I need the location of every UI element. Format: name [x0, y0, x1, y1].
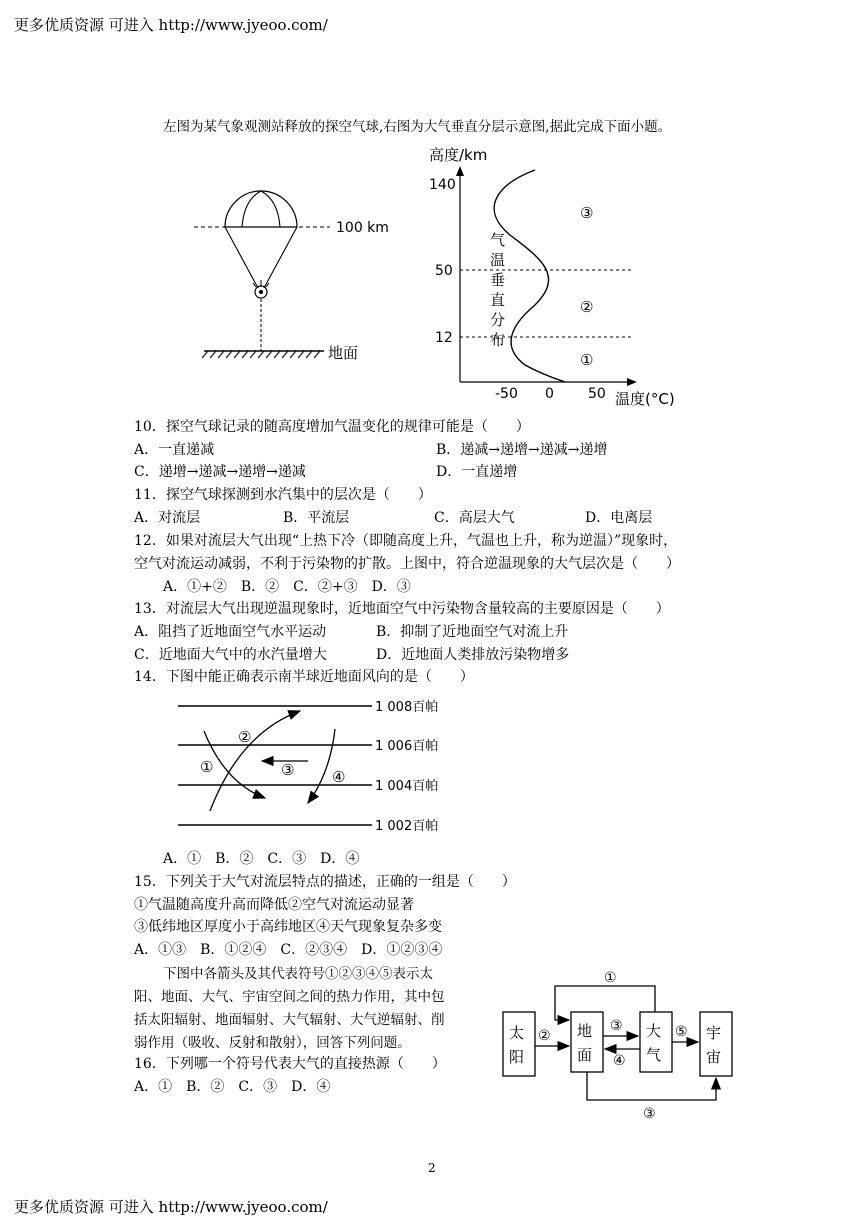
layer-2-label: ② [580, 298, 594, 316]
q10-option-a: A．一直递减 [134, 442, 215, 458]
page-header: 更多优质资源 可进入 http://www.jyeoo.com/ [14, 16, 328, 34]
isobar-1008: 1 008百帕 [375, 700, 439, 715]
q10-option-c: C．递增→递减→递增→递减 [134, 464, 306, 480]
q15-options: A．①③ B．①②④ C．②③④ D．①②③④ [134, 942, 443, 958]
space-char-1: 宇 [706, 1024, 722, 1042]
arrow-3b-label: ③ [643, 1106, 656, 1122]
intro2-line1: 下图中各箭头及其代表符号①②③④⑤表示太 [163, 966, 433, 982]
sun-char-2: 阳 [509, 1048, 525, 1066]
q13-option-a: A．阻挡了近地面空气水平运动 [134, 624, 327, 640]
x-tick-neg50: -50 [495, 386, 518, 402]
curve-label-1: 气 [490, 231, 506, 249]
temperature-profile-figure [425, 140, 695, 412]
q13-stem: 13．对流层大气出现逆温现象时，近地面空气中污染物含量较高的主要原因是（ ） [134, 601, 670, 617]
arrow-1-label: ① [604, 970, 617, 986]
layer-3-label: ③ [580, 204, 594, 222]
q13-option-b: B．抑制了近地面空气对流上升 [376, 624, 569, 640]
space-char-2: 宙 [706, 1048, 722, 1066]
curve-label-4: 直 [490, 291, 506, 309]
intro2-line2: 阳、地面、大气、宇宙空间之间的热力作用，其中包 [134, 989, 445, 1005]
x-axis-label: 温度(°C) [615, 390, 675, 408]
q14-options: A．① B．② C．③ D．④ [163, 851, 360, 867]
arrow-label-2: ② [238, 728, 252, 746]
arrow-4-label: ④ [613, 1053, 626, 1069]
q15-stem: 15．下列关于大气对流层特点的描述，正确的一组是（ ） [134, 874, 516, 890]
atmos-char-2: 气 [646, 1046, 662, 1064]
q11-option-d: D．电离层 [585, 510, 653, 526]
q14-stem: 14．下图中能正确表示南半球近地面风向的是（ ） [134, 669, 474, 685]
intro-text: 左图为某气象观测站释放的探空气球,右图为大气垂直分层示意图,据此完成下面小题。 [163, 119, 672, 135]
heat-flow-figure [495, 962, 765, 1122]
ground-label: 地面 [328, 344, 359, 362]
arrow-3-label: ③ [610, 1018, 623, 1034]
layer-1-label: ① [580, 351, 594, 369]
q13-option-d: D．近地面人类排放污染物增多 [376, 647, 570, 663]
y-tick-50: 50 [435, 263, 453, 279]
x-tick-50: 50 [588, 386, 606, 402]
q15-line2: ③低纬地区厚度小于高纬地区④天气现象复杂多变 [134, 919, 442, 935]
atmos-char-1: 大 [646, 1022, 662, 1040]
q13-option-c: C．近地面大气中的水汽量增大 [134, 647, 327, 663]
page-footer: 更多优质资源 可进入 http://www.jyeoo.com/ [14, 1198, 328, 1216]
q12-stem-line1: 12．如果对流层大气出现“上热下冷（即随高度上升，气温也上升，称为逆温）”现象时， [134, 533, 678, 549]
q11-option-a: A．对流层 [134, 510, 201, 526]
y-axis-label: 高度/km [429, 146, 488, 164]
space-box [700, 1012, 732, 1076]
q11-option-b: B．平流层 [283, 510, 350, 526]
sun-char-1: 太 [509, 1024, 525, 1042]
x-tick-0: 0 [545, 386, 554, 402]
curve-label-6: 布 [490, 331, 506, 349]
arrow-2-label: ② [538, 1028, 551, 1044]
curve-label-3: 垂 [490, 271, 506, 289]
curve-label-5: 分 [490, 311, 506, 329]
sun-box [503, 1012, 535, 1076]
q16-options: A．① B．② C．③ D．④ [134, 1079, 331, 1095]
intro2-line4: 弱作用（吸收、反射和散射），回答下列问题。 [134, 1035, 411, 1051]
arrow-label-4: ④ [332, 768, 346, 786]
q10-option-d: D．一直递增 [436, 464, 518, 480]
isobar-figure [170, 693, 470, 838]
ground-char-1: 地 [577, 1022, 593, 1040]
curve-label-2: 温 [490, 251, 506, 269]
q10-option-b: B．递减→递增→递减→递增 [436, 442, 608, 458]
isobar-1004: 1 004百帕 [375, 779, 439, 794]
q15-line1: ①气温随高度升高而降低②空气对流运动显著 [134, 897, 414, 913]
q11-stem: 11．探空气球探测到水汽集中的层次是（ ） [134, 487, 432, 503]
isobar-1006: 1 006百帕 [375, 739, 439, 754]
intro2-line3: 括太阳辐射、地面辐射、大气辐射、大气逆辐射、削 [134, 1012, 445, 1028]
isobar-1002: 1 002百帕 [375, 819, 439, 834]
q12-options: A．①+② B．② C．②+③ D．③ [163, 579, 411, 595]
q16-stem: 16．下列哪一个符号代表大气的直接热源（ ） [134, 1056, 446, 1072]
q10-stem: 10．探空气球记录的随高度增加气温变化的规律可能是（ ） [134, 419, 530, 435]
page-number: 2 [428, 1161, 436, 1175]
balloon-figure [190, 180, 410, 370]
arrow-5-label: ⑤ [675, 1024, 688, 1040]
ground-char-2: 面 [577, 1046, 593, 1064]
arrow-label-1: ① [200, 758, 214, 776]
y-tick-12: 12 [435, 330, 453, 346]
q11-option-c: C．高层大气 [434, 510, 515, 526]
arrow-label-3: ③ [281, 761, 295, 779]
balloon-height-label: 100 km [336, 220, 389, 236]
q12-stem-line2: 空气对流运动减弱，不利于污染物的扩散。上图中，符合逆温现象的大气层次是（ ） [134, 556, 680, 572]
y-tick-140: 140 [429, 177, 456, 193]
